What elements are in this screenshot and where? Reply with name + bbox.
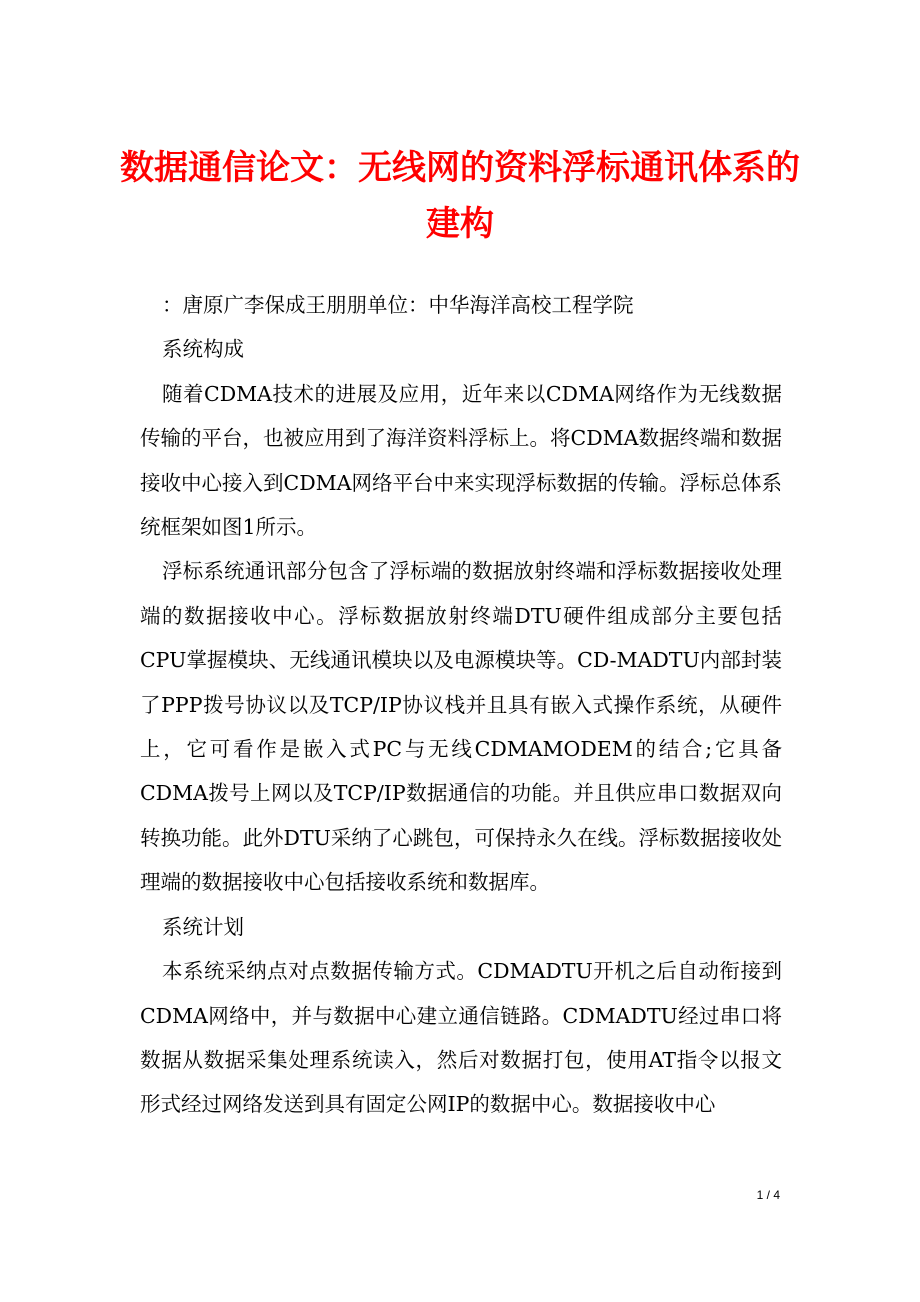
section-heading-system-plan: 系统计划 bbox=[162, 914, 244, 939]
paragraph: 浮标系统通讯部分包含了浮标端的数据放射终端和浮标数据接收处理端的数据接收中心。浮标数据放射终端DTU硬件组成部分主要包括CPU掌握模块、无线通讯模块以及电源模块等。CD-MADTU内部封装了PPP拨号协议以及TCP/IP协议栈并且具有嵌入式操作系统，从硬件上，它可看作是嵌入式PC与无线CDMAMODEM的结合;它具备CDMA拨号上网以及TCP/IP数据通信的功能。并且供应串口数据双向转换功能。此外DTU采纳了心跳包，可保持永久在线。浮标数据接收处理端的数据接收中心包括接收系统和数据库。 bbox=[140, 559, 782, 895]
document-title: 数据通信论文：无线网的资料浮标通讯体系的建构 bbox=[120, 148, 800, 244]
page-number: 1 / 4 bbox=[756, 1188, 780, 1202]
paragraph: 随着CDMA技术的进展及应用，近年来以CDMA网络作为无线数据传输的平台，也被应用到了海洋资料浮标上。将CDMA数据终端和数据接收中心接入到CDMA网络平台中来实现浮标数据的传输。浮标总体系统框架如图1所示。 bbox=[140, 381, 782, 540]
section-heading-system-composition: 系统构成 bbox=[162, 337, 244, 362]
document-body bbox=[140, 283, 782, 1127]
paragraph: 本系统采纳点对点数据传输方式。CDMADTU开机之后自动衔接到CDMA网络中，并与数据中心建立通信链路。CDMADTU经过串口将数据从数据采集处理系统读入，然后对数据打包，使用AT指令以报文形式经过网络发送到具有固定公网IP的数据中心。数据接收中心 bbox=[140, 959, 782, 1117]
author-line: ：唐原广李保成王朋朋单位：中华海洋高校工程学院 bbox=[162, 293, 634, 317]
